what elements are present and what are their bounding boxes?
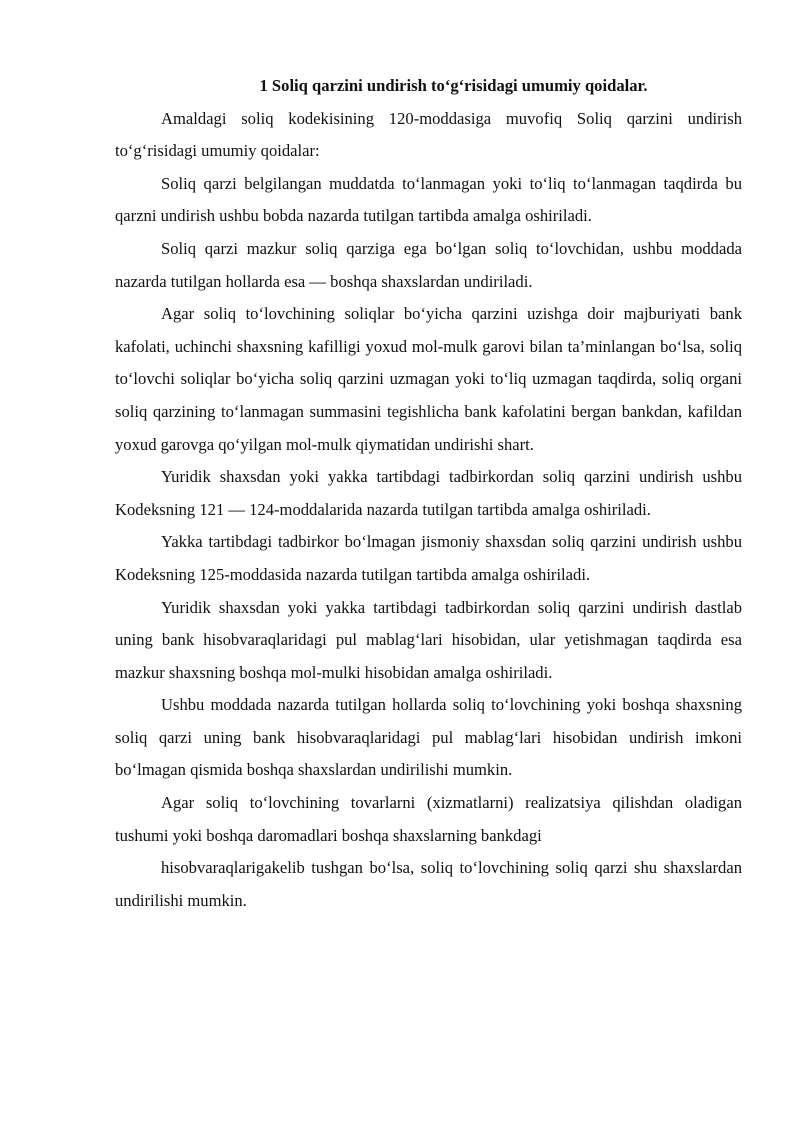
- paragraph-7: Yuridik shaxsdan yoki yakka tartibdagi tadbirkordan soliq qarzini undirish dastlab uning bank hisobvaraqlaridagi pul mablag‘lari hisobidan, ular yetishmagan taqdirda esa mazkur shaxsning boshqa mol-mulki hisobidan amalga oshiriladi.: [115, 597, 742, 682]
- paragraph-8: Ushbu moddada nazarda tutilgan hollarda soliq to‘lovchining yoki boshqa shaxsning soliq qarzi uning bank hisobvaraqlaridagi pul mablag‘lari hisobidan undirish imkoni bo‘lmagan qismida boshqa shaxslardan undirilishi mumkin.: [115, 695, 742, 780]
- paragraph-9: Agar soliq to‘lovchining tovarlarni (xizmatlarni) realizatsiya qilishdan oladigan tushumi yoki boshqa daromadlari boshqa shaxslarning bankdagi: [115, 793, 742, 845]
- paragraph-6: Yakka tartibdagi tadbirkor bo‘lmagan jismoniy shaxsdan soliq qarzini undirish ushbu Kodeksning 125-moddasida nazarda tutilgan tartibda amalga oshiriladi.: [115, 532, 742, 584]
- document-page: [115, 70, 742, 917]
- paragraph-1: Amaldagi soliq kodekisining 120-moddasiga muvofiq Soliq qarzini undirish to‘g‘risidagi umumiy qoidalar:: [115, 108, 742, 161]
- paragraph-5: Yuridik shaxsdan yoki yakka tartibdagi tadbirkordan soliq qarzini undirish ushbu Kodeksning 121 — 124-moddalarida nazarda tutilgan tartibda amalga oshiriladi.: [115, 467, 742, 519]
- section-heading: 1 Soliq qarzini undirish to‘g‘risidagi umumiy qoidalar.: [259, 76, 648, 95]
- paragraph-4: Agar soliq to‘lovchining soliqlar bo‘yicha qarzini uzishga doir majburiyati bank kafolati, uchinchi shaxsning kafilligi yoxud mol-mulk garovi bilan ta’minlangan bo‘lsa, soliq to‘lovchi soliqlar bo‘yicha soliq qarzini uzmagan yoki to‘liq uzmagan taqdirda, soliq organi soliq qarzining to‘lanmagan summasini tegishlicha bank kafolatini bergan bankdan, kafildan yoxud garovga qo‘yilgan mol-mulk qiymatidan undirishi shart.: [115, 304, 742, 454]
- paragraph-10: hisobvaraqlarigakelib tushgan bo‘lsa, soliq to‘lovchining soliq qarzi shu shaxslardan undirilishi mumkin.: [115, 858, 742, 910]
- paragraph-3: Soliq qarzi mazkur soliq qarziga ega bo‘lgan soliq to‘lovchidan, ushbu moddada nazarda tutilgan hollarda esa — boshqa shaxslardan undiriladi.: [115, 238, 742, 291]
- paragraph-2: Soliq qarzi belgilangan muddatda to‘lanmagan yoki to‘liq to‘lanmagan taqdirda bu qarzni undirish ushbu bobda nazarda tutilgan tartibda amalga oshiriladi.: [115, 173, 742, 226]
